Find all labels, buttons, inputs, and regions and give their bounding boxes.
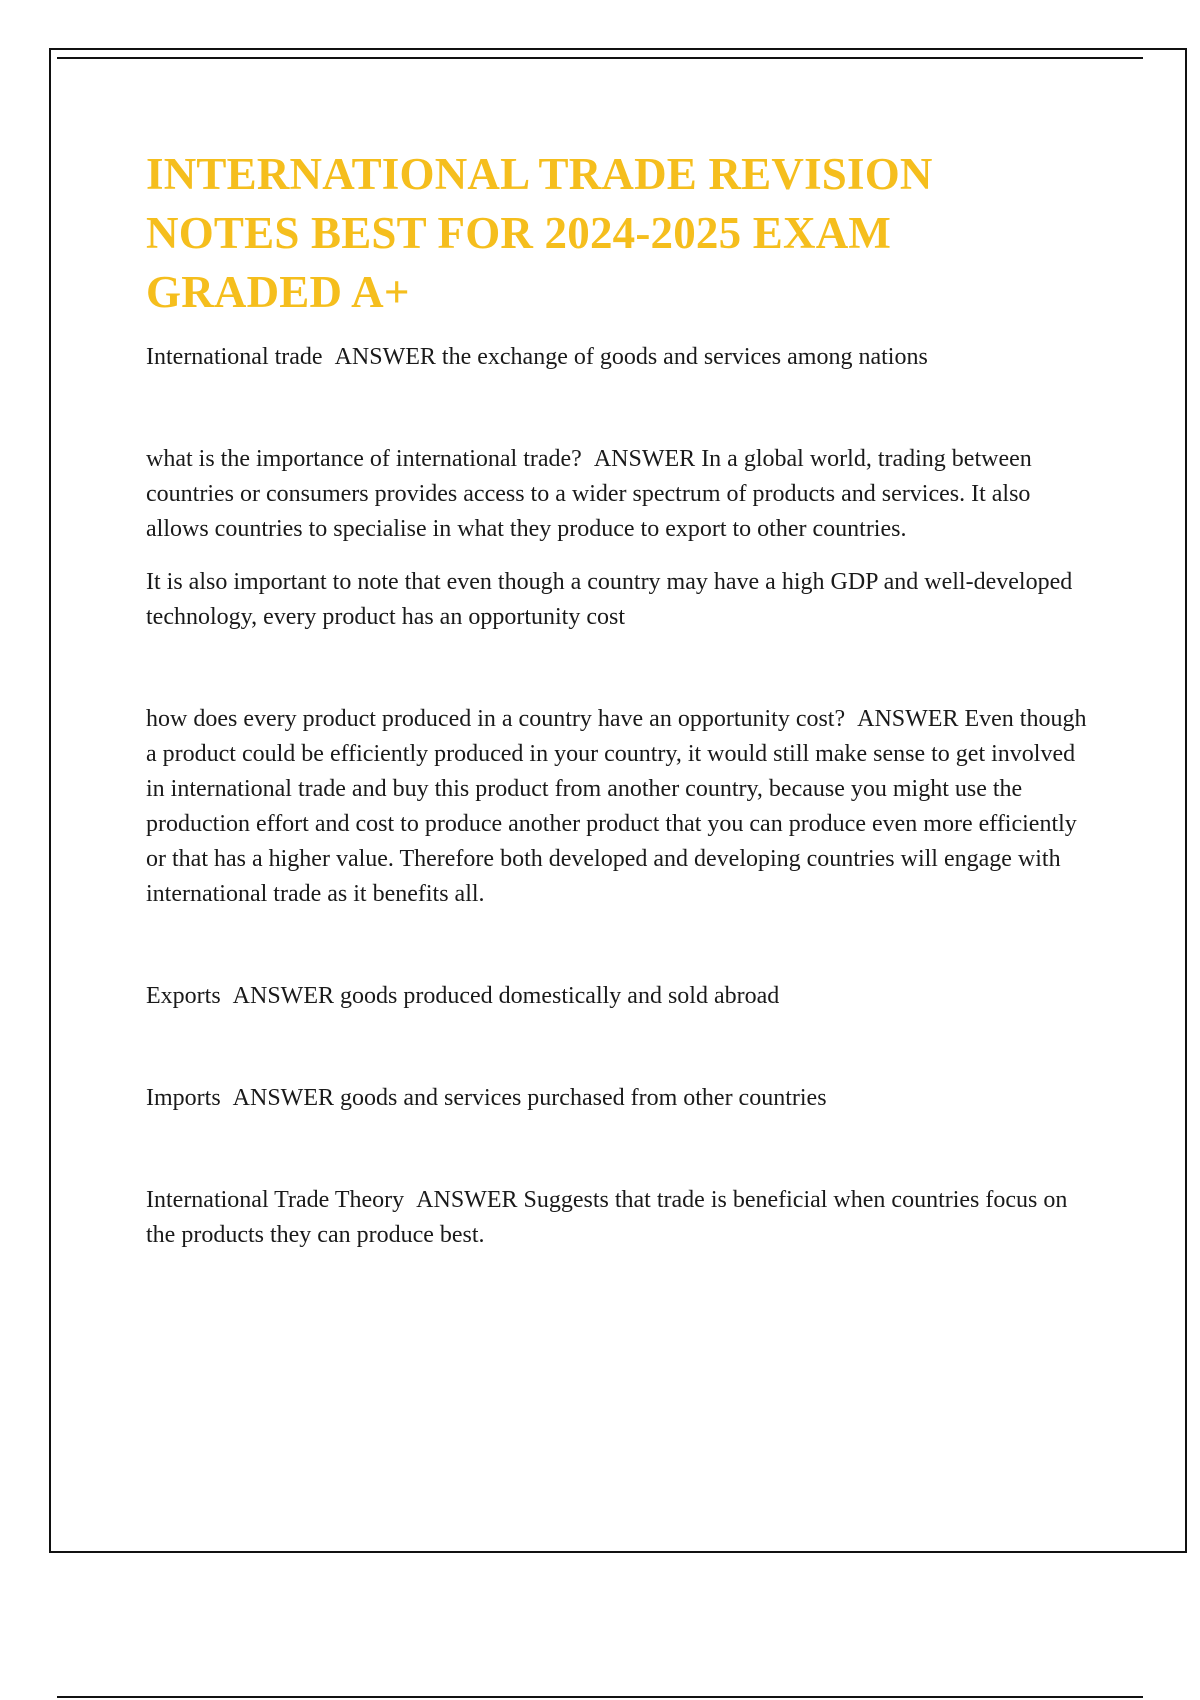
qa-answer: Suggests that trade is beneficial when countries focus on the products they can produce best. — [146, 1187, 1068, 1248]
qa-term: International Trade Theory — [146, 1187, 405, 1213]
qa-term: what is the importance of international trade? — [146, 446, 582, 472]
qa-paragraph — [146, 1081, 1096, 1116]
answer-marker: ANSWER — [416, 1187, 518, 1213]
qa-term: Imports — [146, 1085, 221, 1111]
answer-marker: ANSWER — [232, 983, 335, 1009]
qa-paragraph-continued: It is also important to note that even though a country may have a high GDP and well-developed technology, every product has an opportunity cost — [146, 569, 1073, 630]
qa-paragraph — [146, 442, 1096, 547]
top-horizontal-rule — [57, 57, 1143, 59]
qa-answer: goods and services purchased from other countries — [340, 1085, 827, 1111]
title-line: GRADED A+ — [146, 267, 410, 317]
qa-entry-importance — [146, 442, 1096, 635]
qa-entry-exports — [146, 979, 1096, 1014]
document-title — [146, 145, 1096, 322]
qa-term: Exports — [146, 983, 221, 1009]
qa-paragraph — [146, 340, 1096, 375]
qa-answer: In a global world, trading between countries or consumers provides access to a wider spectrum of products and services. It also allows countries to specialise in what they produce to export to other countries. — [146, 446, 1032, 542]
qa-entry-trade-theory — [146, 1183, 1096, 1253]
qa-paragraph — [146, 979, 1096, 1014]
qa-term: International trade — [146, 344, 323, 370]
qa-entry-international-trade — [146, 340, 1096, 375]
answer-marker: ANSWER — [232, 1085, 335, 1111]
qa-term: how does every product produced in a country have an opportunity cost? — [146, 706, 846, 732]
title-line: NOTES BEST FOR 2024-2025 EXAM — [146, 208, 892, 258]
qa-paragraph — [146, 702, 1096, 912]
qa-entry-imports — [146, 1081, 1096, 1116]
bottom-horizontal-rule — [57, 1696, 1143, 1698]
qa-answer: goods produced domestically and sold abroad — [340, 983, 780, 1009]
qa-answer: Even though a product could be efficiently produced in your country, it would still make sense to get involved in international trade and buy this product from another country, because you might use the production effort and cost to produce another product that you can produce even more efficiently or that has a higher value. Therefore both developed and developing countries will engage with international trade as it benefits all. — [146, 706, 1087, 907]
qa-paragraph — [146, 1183, 1096, 1253]
qa-entry-opportunity-cost — [146, 702, 1096, 912]
answer-marker: ANSWER — [593, 446, 696, 472]
answer-marker: ANSWER — [857, 706, 959, 732]
answer-marker: ANSWER — [334, 344, 436, 370]
qa-answer: the exchange of goods and services among nations — [441, 344, 928, 370]
document-content — [146, 145, 1096, 1320]
title-line: INTERNATIONAL TRADE REVISION — [146, 149, 933, 199]
